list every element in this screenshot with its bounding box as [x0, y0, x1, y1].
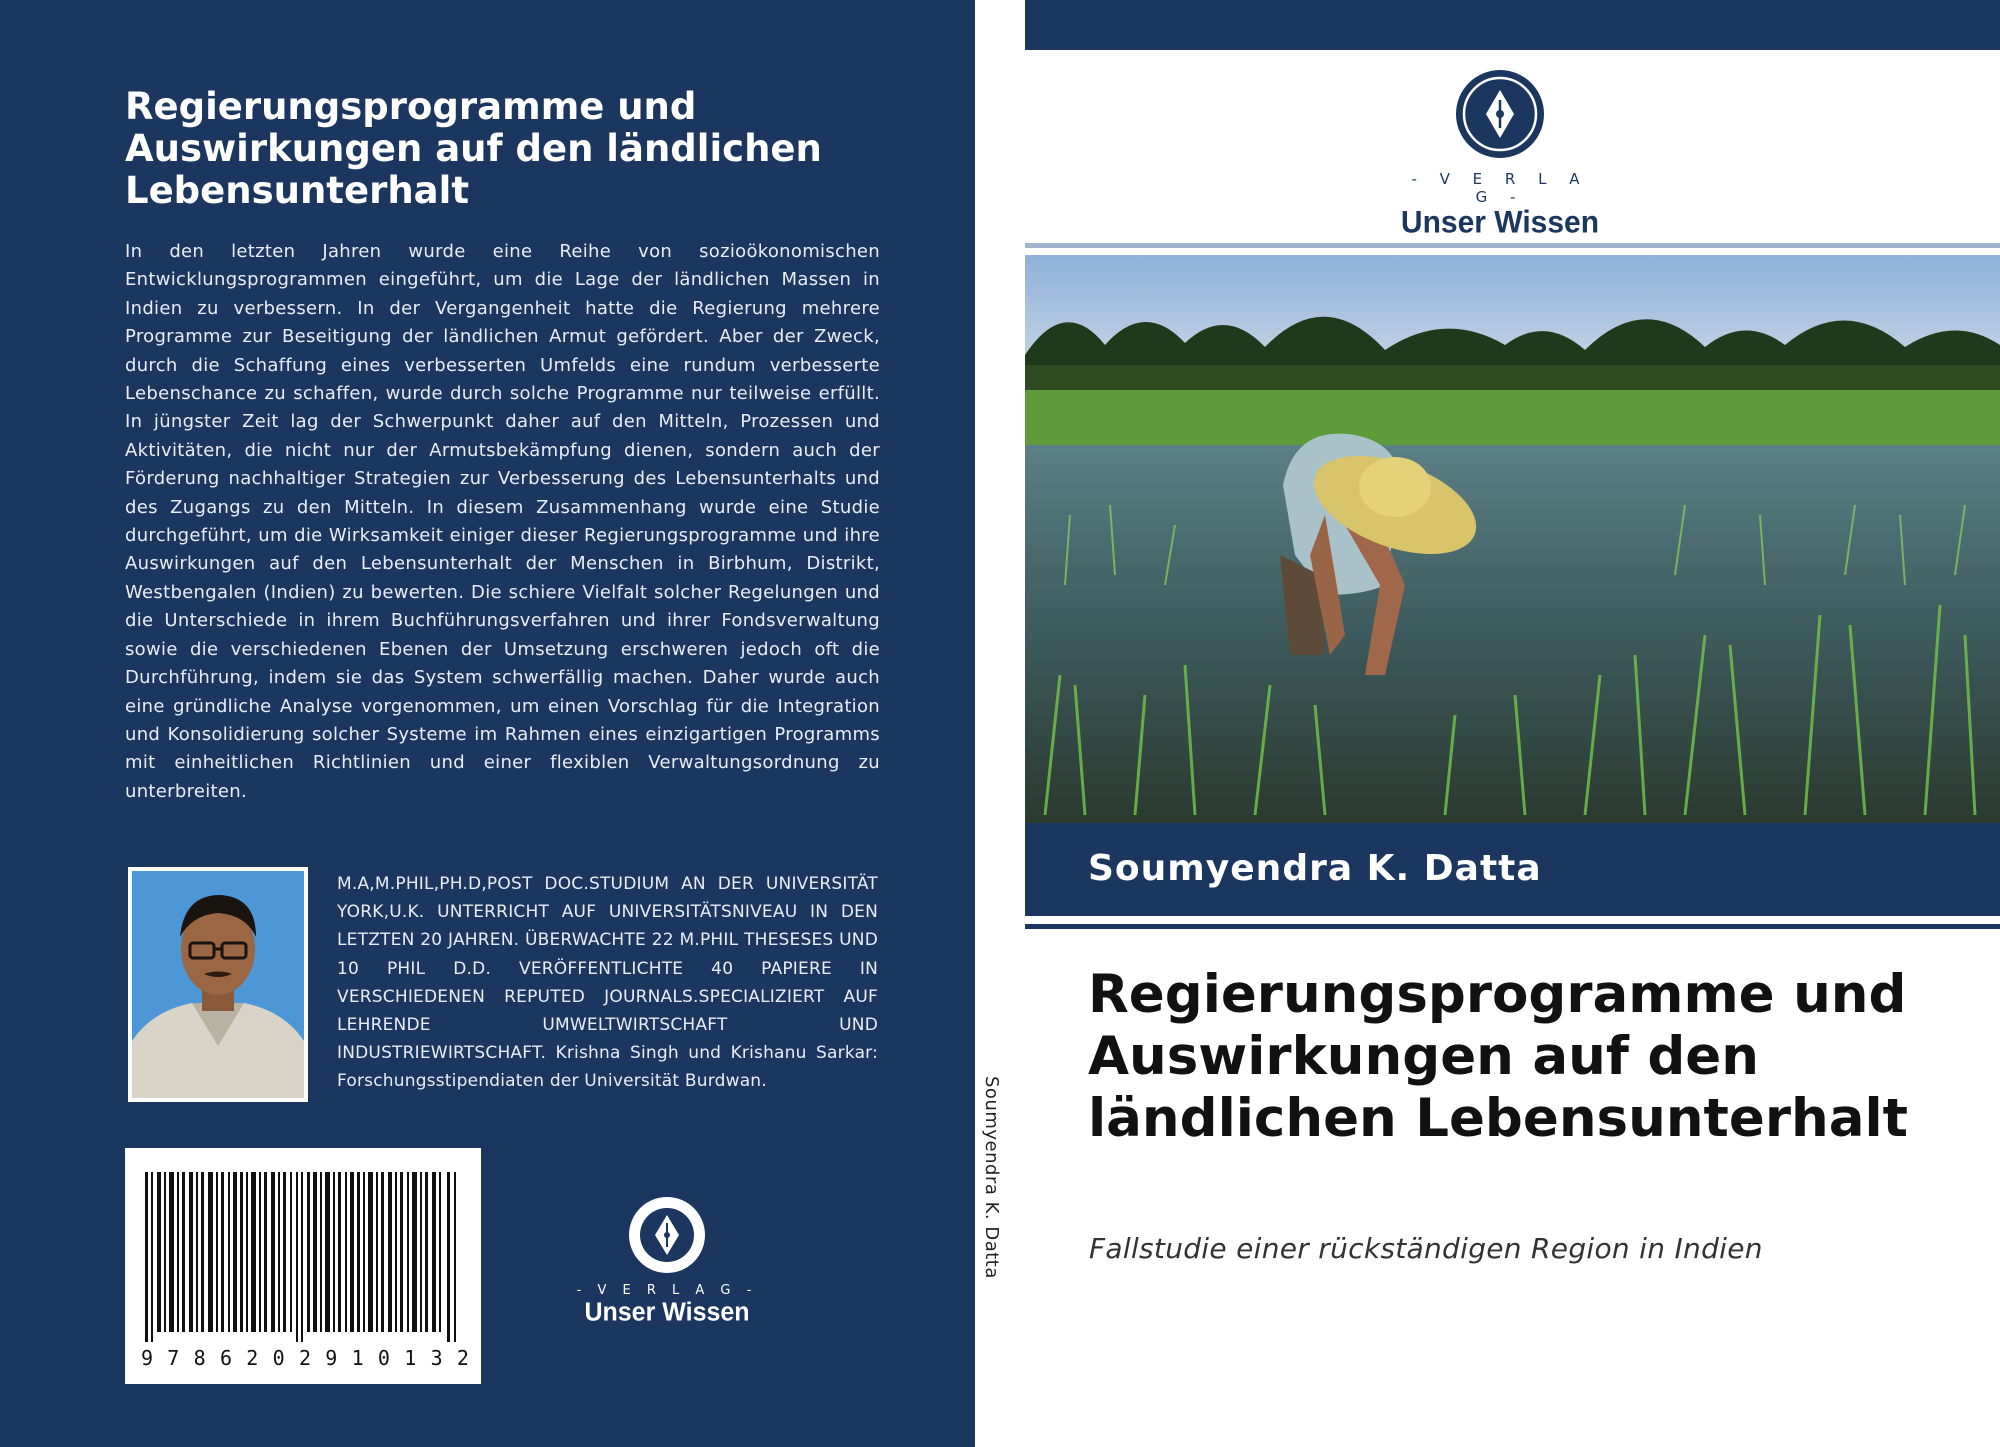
isbn-digit: 3	[430, 1346, 443, 1370]
isbn-digit: 6	[219, 1346, 232, 1370]
cover-photo-rice-field	[1025, 255, 2000, 823]
back-cover-blurb: In den letzten Jahren wurde eine Reihe von sozioökonomischen Entwicklungsprogrammen eingeführt, um die Lage der ländlichen Massen in Indien zu verbessern. In der Vergangenheit hatte die Regierung mehrere Programme zur Beseitigung der ländlichen Armut gefördert. Aber der Zweck, durch die Schaffung eines verbesserten Umfelds eine rundum verbesserte Lebenschance zu schaffen, wurde durch solche Programme nur teilweise erfüllt. In jüngster Zeit lag der Schwerpunkt daher auf den Mitteln, Prozessen und Aktivitäten, die nicht nur der Armutsbekämpfung dienen, sondern auch der Förderung nachhaltiger Strategien zur Verbesserung des Lebensunterhalts und des Zugangs zu den Mitteln. In diesem Zusammenhang wurde eine Studie durchgeführt, um die Wirksamkeit einiger dieser Regierungsprogramme und ihre Auswirkungen auf den Lebensunterhalt der Menschen in Birbhum, Distrikt, Westbengalen (Indien) zu bewerten. Die schiere Vielfalt solcher Regelungen und die Unterschiede in ihrem Buchführungsverfahren und ihrer Fondsverwaltung sowie die verschiedenen Ebenen der Umsetzung erschweren jedoch oft die Durchführung, indem sie das System schwerfällig machen. Daher wurde auch eine gründliche Analyse vorgenommen, um einen Vorschlag für die Integration und Konsolidierung solcher Systeme im Rahmen eines einzigartigen Programms mit einheitlichen Richtlinien und einer flexiblen Verwaltungsordnung zu unterbreiten.	[125, 241, 880, 802]
publisher-name: Unser Wissen	[1400, 205, 1600, 240]
isbn-barcode	[125, 1148, 481, 1384]
isbn-digit: 2	[298, 1346, 311, 1370]
spine-author: Soumyendra K. Datta	[981, 1076, 1002, 1279]
front-cover-title: Regierungsprogramme und Auswirkungen auf den ländlichen Lebensunterhalt	[1088, 964, 1908, 1149]
publisher-verlag-label: - V E R L A G -	[1411, 170, 1589, 206]
isbn-digit: 1	[404, 1346, 417, 1370]
isbn-digit: 9	[140, 1346, 154, 1370]
isbn-number	[135, 1346, 475, 1370]
isbn-digit: 7	[167, 1346, 180, 1370]
back-cover-title: Regierungsprogramme und Auswirkungen auf den ländlichen Lebensunterhalt	[125, 85, 822, 212]
barcode-bars	[143, 1172, 463, 1342]
publisher-seal-icon	[627, 1195, 707, 1275]
author-bio: M.A,M.PHIL,PH.D,POST DOC.STUDIUM AN DER UNIVERSITÄT YORK,U.K. UNTERRICHT AUF UNIVERSITÄTSNIVEAU IN DEN LETZTEN 20 JAHREN. ÜBERWACHTE 22 M.PHIL THESESES UND 10 PHIL D.D. VERÖFFENTLICHTE 40 PAPIERE IN VERSCHIEDENEN REPUTED JOURNALS.SPECIALIZIERT AUF LEHRENDE UMWELTWIRTSCHAFT UND INDUSTRIEWIRTSCHAFT. Krishna Singh und Krishanu Sarkar: Forschungsstipendiaten der Universität Burdwan.	[337, 874, 878, 1092]
lower-divider	[1025, 924, 2000, 929]
back-cover	[0, 0, 975, 1447]
isbn-digit: 2	[246, 1346, 259, 1370]
front-author-name: Soumyendra K. Datta	[1088, 848, 1542, 889]
isbn-digit: 2	[456, 1346, 469, 1370]
author-photo	[128, 867, 308, 1102]
upper-divider	[1025, 243, 2000, 248]
back-publisher-logo	[572, 1195, 762, 1327]
isbn-digit: 0	[272, 1346, 285, 1370]
isbn-digit: 9	[325, 1346, 338, 1370]
isbn-digit: 0	[377, 1346, 390, 1370]
publisher-seal-icon	[1454, 68, 1546, 160]
publisher-verlag-label: - V E R L A G -	[576, 1283, 758, 1298]
front-cover-subtitle: Fallstudie einer rückständigen Region in Indien	[1089, 1232, 1763, 1265]
front-publisher-logo	[1400, 68, 1600, 240]
isbn-digit: 8	[193, 1346, 206, 1370]
front-top-bar	[1025, 0, 2000, 50]
isbn-digit: 1	[351, 1346, 364, 1370]
publisher-name: Unser Wissen	[584, 1297, 750, 1327]
front-author-band	[1025, 823, 2000, 916]
